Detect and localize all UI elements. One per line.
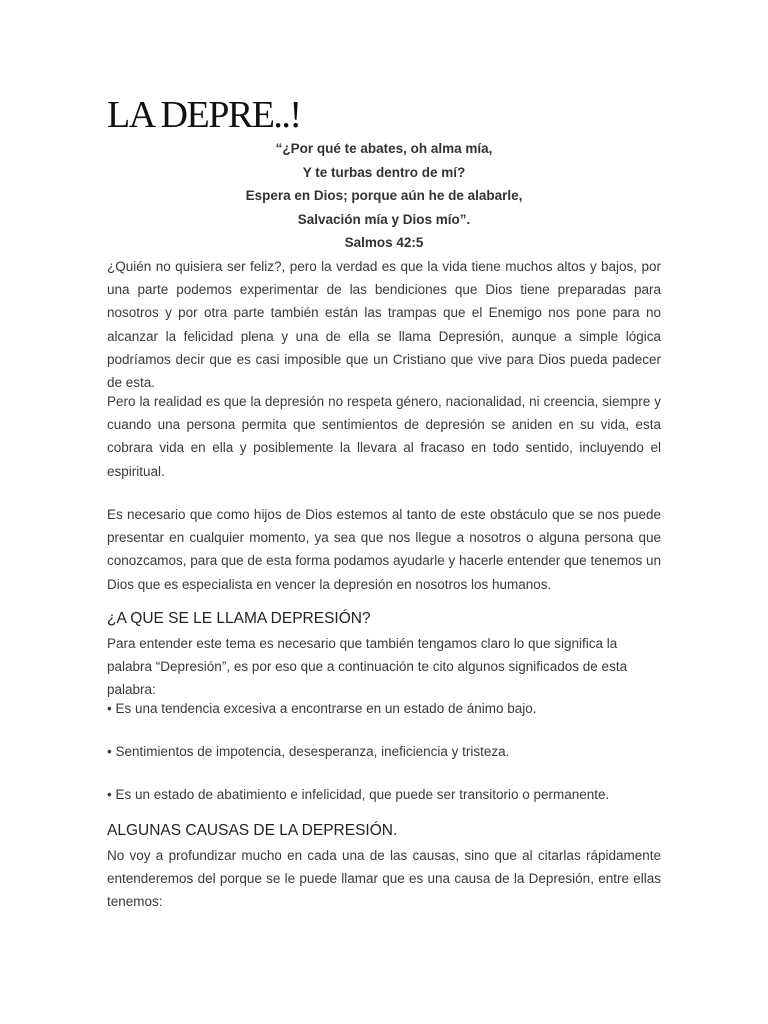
epigraph-citation: Salmos 42:5 <box>344 235 424 250</box>
section-intro: No voy a profundizar mucho en cada una de las causas, sino que al citarlas rápidamente entenderemos del porque se le puede llamar que es una causa de la Depresión, entre ellas tenemos: <box>107 848 661 910</box>
epigraph-line: Salvación mía y Dios mío”. <box>297 211 471 227</box>
document-title: LA DEPRE..! <box>107 94 301 136</box>
epigraph-line: Y te turbas dentro de mí? <box>302 164 466 180</box>
bullet-item: • Sentimientos de impotencia, desesperanza, ineficiencia y tristeza. <box>107 744 510 759</box>
body-paragraph: Pero la realidad es que la depresión no respeta género, nacionalidad, ni creencia, siempre y cuando una persona permita que sentimientos de depresión se aniden en su vida, esta cobrara vida en ella y posiblemente la llevara al fracaso en todo sentido, incluyendo el espiritual. <box>107 394 661 479</box>
epigraph-line: Espera en Dios; porque aún he de alabarle, <box>245 188 523 203</box>
section-intro: Para entender este tema es necesario que también tengamos claro lo que significa la palabra “Depresión”, es por eso que a continuación te cito algunos significados de esta palabra: <box>107 636 628 698</box>
bullet-item: • Es una tendencia excesiva a encontrarse en un estado de ánimo bajo. <box>107 701 537 716</box>
bullet-item: • Es un estado de abatimiento e infelicidad, que puede ser transitorio o permanente. <box>107 787 610 802</box>
epigraph-quote <box>107 137 661 255</box>
body-paragraph: Es necesario que como hijos de Dios estemos al tanto de este obstáculo que se nos puede presentar en cualquier momento, ya sea que nos llegue a nosotros o alguna persona que conozcamos, para que de esta forma podamos ayudarle y hacerle entender que tenemos un Dios que es especialista en vencer la depresión en nosotros los humanos. <box>107 507 661 592</box>
section-heading: ALGUNAS CAUSAS DE LA DEPRESIÓN. <box>107 822 398 839</box>
epigraph-line: “¿Por qué te abates, oh alma mía, <box>275 141 493 156</box>
body-paragraph: ¿Quién no quisiera ser feliz?, pero la verdad es que la vida tiene muchos altos y bajos, por una parte podemos experimentar de las bendiciones que Dios tiene preparadas para nosotros y por otra parte también están las trampas que el Enemigo nos pone para no alcanzar la felicidad plena y una de ella se llama Depresión, aunque a simple lógica podríamos decir que es casi imposible que un Cristiano que vive para Dios pueda padecer de esta. <box>107 259 661 391</box>
section-heading: ¿A QUE SE LE LLAMA DEPRESIÓN? <box>107 610 371 627</box>
